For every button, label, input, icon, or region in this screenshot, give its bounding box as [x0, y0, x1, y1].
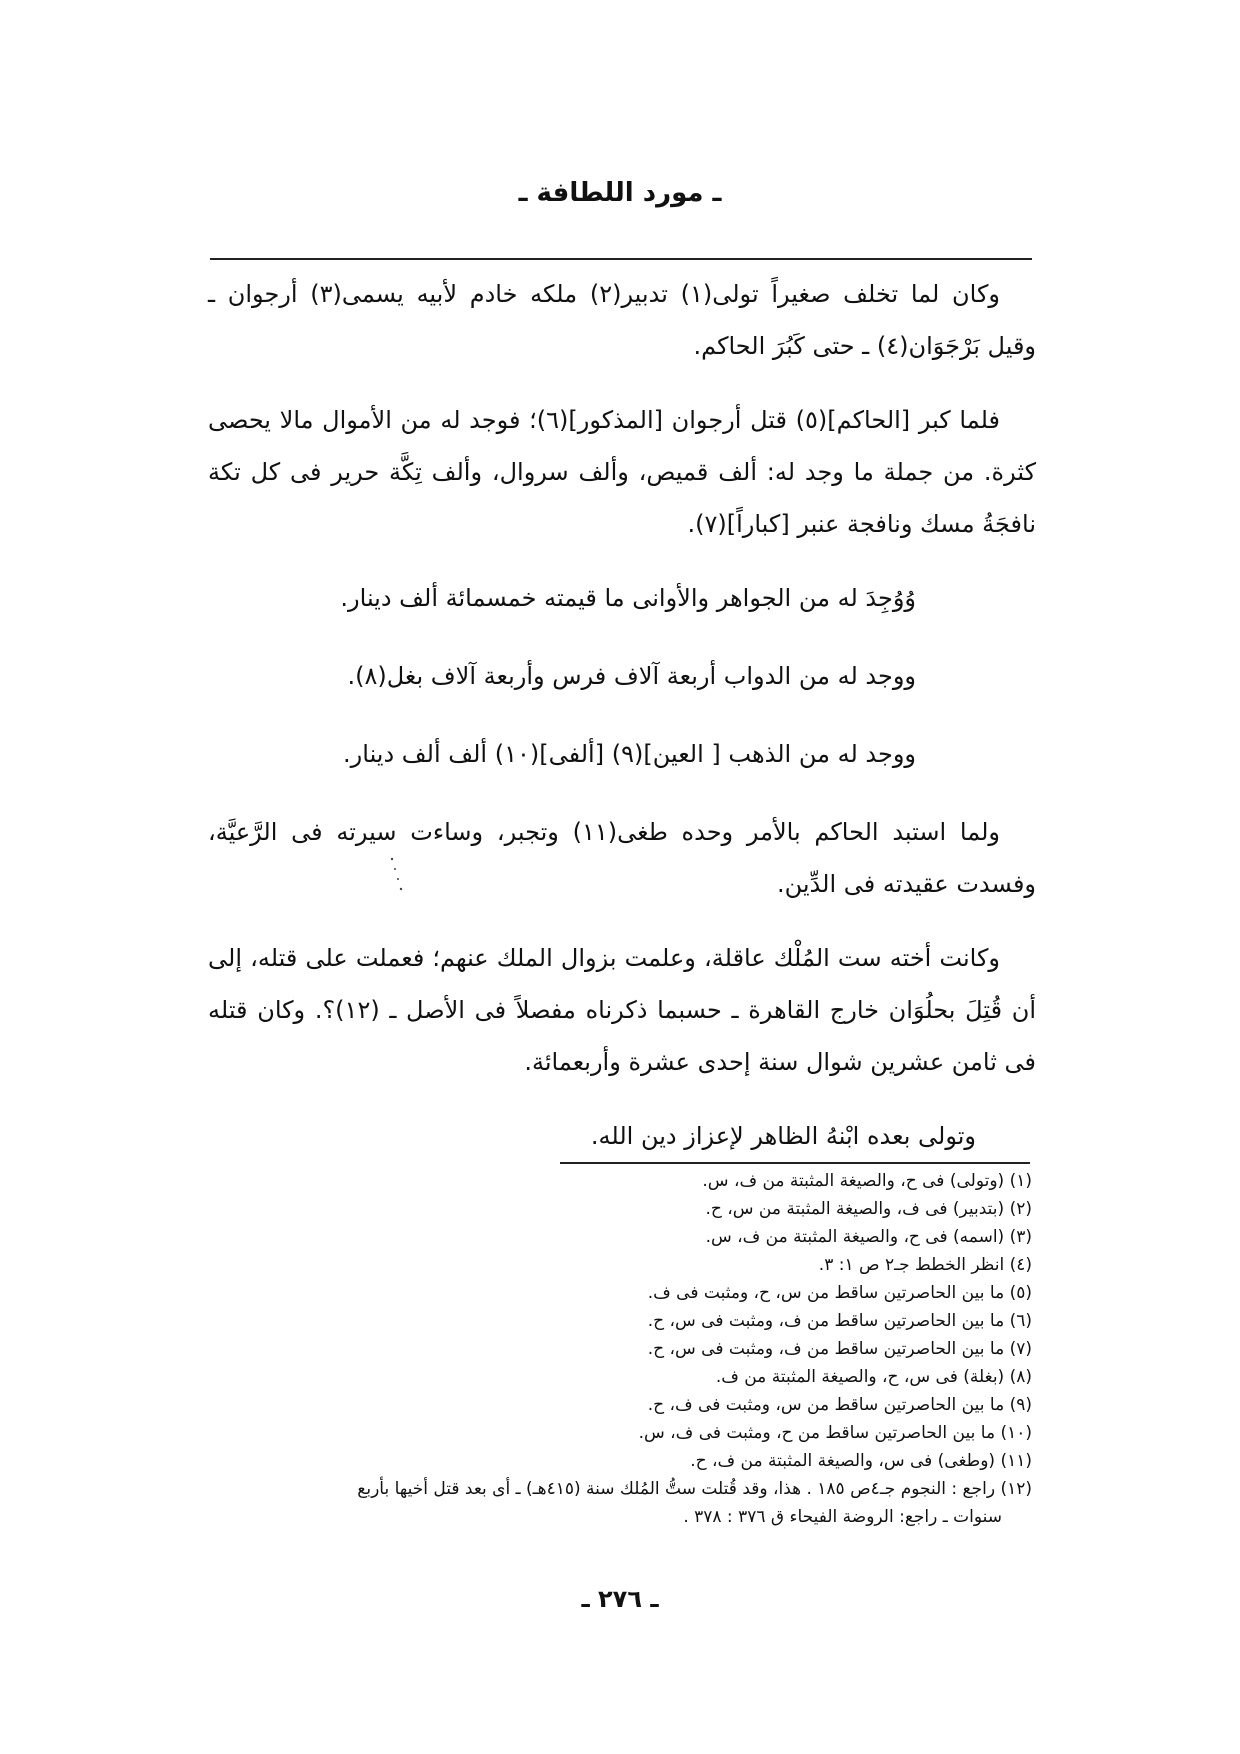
paragraph: فلما كبر [الحاكم](٥) قتل أرجوان [المذكور](٦)؛ فوجد له من الأموال مالا يحصى كثرة. من جملة ما وجد له: ألف قميص، وألف سروال، وألف تِكَّة حرير فى كل تكة نافجَةُ مسك ونافجة عنبر [كباراً](٧).	[208, 406, 1036, 538]
main-text	[208, 268, 1036, 1184]
paragraph: ووجد له من الذهب [ العين](٩) [ألفى](١٠) ألف ألف دينار.	[343, 740, 916, 768]
footnotes	[210, 1167, 1032, 1531]
footnote: (٢) (بتدبير) فى ف، والصيغة المثبتة من س، ح.	[705, 1199, 1032, 1219]
paragraph: ووجد له من الدواب أربعة آلاف فرس وأربعة آلاف بغل(٨).	[347, 662, 916, 690]
footnote: (١٠) ما بين الحاصرتين ساقط من ح، ومثبت فى ف، س.	[638, 1423, 1032, 1443]
footnote: (١) (وتولى) فى ح، والصيغة المثبتة من ف، س.	[702, 1171, 1032, 1191]
paragraph: ولما استبد الحاكم بالأمر وحده طغى(١١) وتجبر، وساءت سيرته فى الرَّعيَّة، وفسدت عقيدته فى الدِّين.	[208, 818, 1036, 898]
footnote: (٧) ما بين الحاصرتين ساقط من ف، ومثبت فى س، ح.	[647, 1339, 1032, 1359]
footnote-continuation: سنوات ـ راجع: الروضة الفيحاء ق ٣٧٦ : ٣٧٨ .	[683, 1507, 1002, 1527]
paragraph: وكانت أخته ست المُلْك عاقلة، وعلمت بزوال الملك عنهم؛ فعملت على قتله، إلى أن قُتِلَ بحلُوَان خارج القاهرة ـ حسبما ذكرناه مفصلاً فى الأصل ـ (١٢)؟. وكان قتله فى ثامن عشرين شوال سنة إحدى عشرة وأربعمائة.	[208, 944, 1036, 1076]
footnote: (٦) ما بين الحاصرتين ساقط من ف، ومثبت فى س، ح.	[647, 1311, 1032, 1331]
footnote: (٣) (اسمه) فى ح، والصيغة المثبتة من ف، س.	[705, 1227, 1032, 1247]
footnote: (٤) انظر الخطط جـ٢ ص ١: ٣.	[818, 1255, 1032, 1275]
page-number: ـ ٢٧٦ ـ	[581, 1585, 659, 1613]
footnote: (١١) (وطغى) فى س، والصيغة المثبتة من ف، ح.	[690, 1451, 1032, 1471]
footnote: (١٢) راجع : النجوم جـ٤ص ١٨٥ . هذا، وقد قُتلت ستُّ المُلك سنة (٤١٥هـ) ـ أى بعد قتل أخيها بأربع	[357, 1479, 1032, 1499]
header-rule	[210, 258, 1032, 260]
paragraph: وتولى بعده ابْنهُ الظاهر لإعزاز دين الله.	[590, 1122, 976, 1150]
footnote: (٥) ما بين الحاصرتين ساقط من س، ح، ومثبت فى ف.	[647, 1283, 1032, 1303]
paragraph: وُوُجِدَ له من الجواهر والأوانى ما قيمته خمسمائة ألف دينار.	[340, 584, 916, 612]
paragraph: وكان لما تخلف صغيراً تولى(١) تدبير(٢) ملكه خادم لأبيه يسمى(٣) أرجوان ـ وقيل بَرْجَوَان(٤) ـ حتى كَبُرَ الحاكم.	[208, 280, 1036, 360]
footnote: (٩) ما بين الحاصرتين ساقط من س، ومثبت فى ف، ح.	[647, 1395, 1032, 1415]
running-header: ـ مورد اللطافة ـ	[518, 178, 722, 208]
footnote: (٨) (بغلة) فى س، ح، والصيغة المثبتة من ف.	[715, 1367, 1032, 1387]
scan-speck	[388, 855, 404, 895]
footnote-rule	[560, 1162, 1030, 1164]
